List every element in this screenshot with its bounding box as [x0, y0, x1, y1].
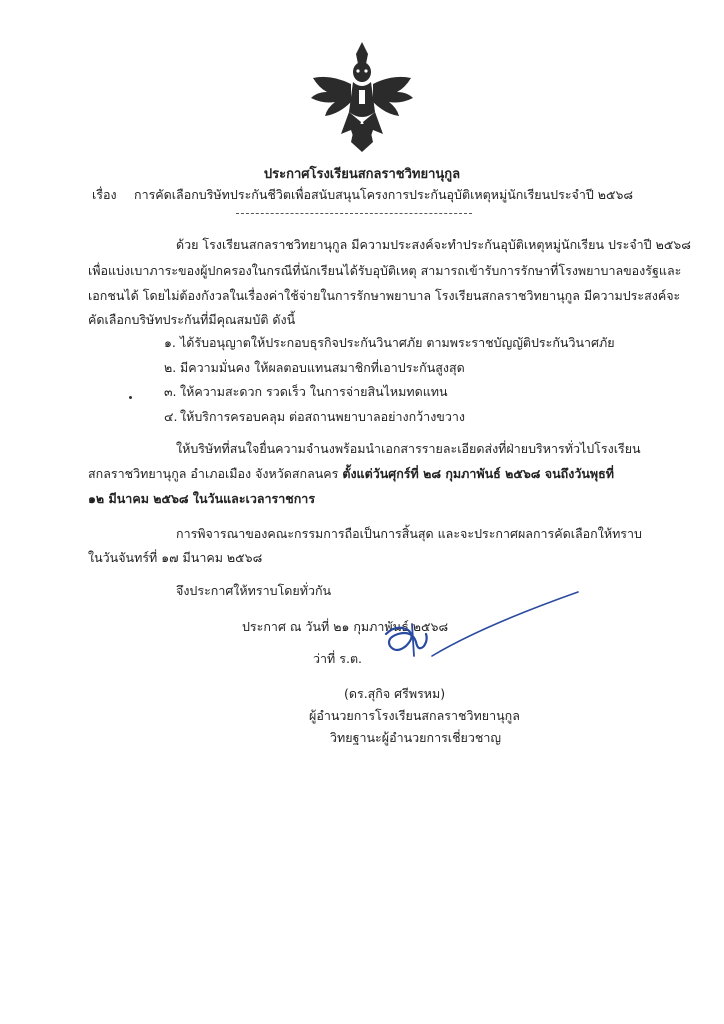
intro-line-2: เพื่อแบ่งเบาภาระของผู้ปกครองในกรณีที่นักเรียนได้รับอุบัติเหตุ สามารถเข้ารับการรักษาที่โรงพยาบาลของรัฐและ	[88, 263, 682, 278]
garuda-emblem-icon	[307, 38, 417, 156]
acting-rank-label: ว่าที่ ร.ต.	[313, 651, 363, 666]
signatory-rank: วิทยฐานะผู้อำนวยการเชี่ยวชาญ	[330, 730, 502, 745]
scan-speck	[129, 396, 132, 399]
list-item-text: ได้รับอนุญาตให้ประกอบธุรกิจประกันวินาศภัย ตามพระราชบัญญัติประกันวินาศภัย	[180, 335, 615, 350]
submit-line-2	[88, 465, 614, 483]
list-item-number: ๔.	[164, 409, 178, 424]
decision-line-2: ในวันจันทร์ที่ ๑๗ มีนาคม ๒๕๖๘	[88, 550, 263, 565]
list-item-text: มีความมั่นคง ให้ผลตอบแทนสมาชิกที่เอาประกันสูงสุด	[180, 360, 465, 375]
title-divider	[236, 213, 472, 214]
closing-line: จึงประกาศให้ทราบโดยทั่วกัน	[176, 583, 332, 598]
intro-line-3: เอกชนได้ โดยไม่ต้องกังวลในเรื่องค่าใช้จ่ายในการรักษาพยาบาล โรงเรียนสกลราชวิทยานุกูล มีความประสงค์จะ	[88, 288, 681, 303]
submit-period-end: ๑๒ มีนาคม ๒๕๖๘ ในวันและเวลาราชการ	[88, 491, 316, 506]
announcement-title: ประกาศโรงเรียนสกลราชวิทยานุกูล	[263, 167, 461, 182]
submit-line-1: ให้บริษัทที่สนใจยื่นความจำนงพร้อมนำเอกสารรายละเอียดส่งที่ฝ่ายบริหารทั่วไปโรงเรียน	[176, 441, 641, 456]
submit-location: สกลราชวิทยานุกูล อำเภอเมือง จังหวัดสกลนคร	[88, 466, 343, 481]
subject-text: การคัดเลือกบริษัทประกันชีวิตเพื่อสนับสนุนโครงการประกันอุบัติเหตุหมู่นักเรียนประจำปี ๒๕๖๘	[134, 187, 634, 202]
list-item-text: ให้บริการครอบคลุม ต่อสถานพยาบาลอย่างกว้างขวาง	[180, 409, 465, 424]
list-item-text: ให้ความสะดวก รวดเร็ว ในการจ่ายสินไหมทดแทน	[180, 384, 448, 399]
list-item-number: ๓.	[164, 384, 177, 399]
subject-label: เรื่อง	[92, 187, 117, 202]
intro-line-4: คัดเลือกบริษัทประกันที่มีคุณสมบัติ ดังนี้	[88, 312, 296, 327]
submit-period-start: ตั้งแต่วันศุกร์ที่ ๒๘ กุมภาพันธ์ ๒๕๖๘ จนถึงวันพุธที่	[342, 466, 615, 481]
list-item-number: ๑.	[164, 335, 176, 350]
signatory-name: (ดร.สุกิจ ศรีพรหม)	[344, 686, 446, 701]
signatory-position: ผู้อำนวยการโรงเรียนสกลราชวิทยานุกูล	[309, 708, 520, 723]
intro-line-1: ด้วย โรงเรียนสกลราชวิทยานุกูล มีความประสงค์จะทำประกันอุบัติเหตุหมู่นักเรียน ประจำปี ๒๕๖๘	[176, 237, 691, 252]
decision-line-1: การพิจารณาของคณะกรรมการถือเป็นการสิ้นสุด และจะประกาศผลการคัดเลือกให้ทราบ	[176, 526, 642, 541]
signature-flourish	[430, 590, 580, 660]
announcement-date: ประกาศ ณ วันที่ ๒๑ กุมภาพันธ์ ๒๕๖๘	[242, 619, 449, 634]
list-item-number: ๒.	[164, 360, 177, 375]
